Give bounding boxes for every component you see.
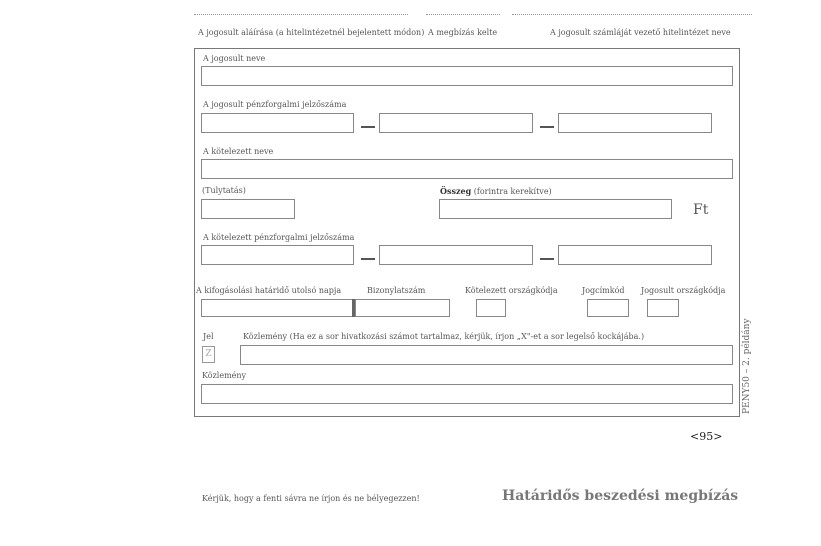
entitled-account-field-2[interactable]: [379, 113, 533, 133]
signature-line: [194, 14, 408, 15]
form-code: <95>: [690, 430, 723, 443]
entitled-signature-label: A jogosult aláírása (a hitelintézetnél bejelentett módon): [198, 28, 425, 37]
amount-field[interactable]: [439, 199, 672, 219]
currency-label: (Tulytatás): [202, 186, 246, 195]
form-title: Határidős beszedési megbízás: [502, 488, 739, 504]
amount-label-rest: (forintra kerekítve): [471, 187, 552, 196]
remark-label: Közlemény: [202, 371, 247, 380]
document-number-label: Bizonylatszám: [367, 286, 426, 295]
mark-field[interactable]: Z: [202, 346, 215, 363]
order-date-label: A megbízás kelte: [428, 28, 498, 37]
amount-label-bold: Összeg: [440, 186, 472, 196]
dash-separator: [361, 258, 375, 260]
obligor-account-label: A kötelezett pénzforgalmi jelzőszáma: [203, 233, 355, 242]
entitled-account-field-1[interactable]: [201, 113, 354, 133]
obligor-account-field-1[interactable]: [201, 245, 354, 265]
obligor-name-label: A kötelezett neve: [203, 147, 274, 156]
dash-separator: [540, 258, 554, 260]
entitled-name-label: A jogosult neve: [203, 54, 266, 63]
remark-reference-field[interactable]: [240, 345, 733, 365]
entitled-country-label: Jogosult országkódja: [641, 286, 726, 295]
remark-hint-label: Közlemény (Ha ez a sor hivatkozási számot tartalmaz, kérjük, írjon „X"-et a sor legelső kockájába.): [243, 332, 645, 341]
entitled-account-field-3[interactable]: [558, 113, 712, 133]
bank-name-label: A jogosult számláját vezető hitelintézet neve: [550, 28, 731, 37]
entitled-account-label: A jogosult pénzforgalmi jelzőszáma: [203, 100, 347, 109]
dash-separator: [540, 126, 554, 128]
obligor-country-label: Kötelezett országkódja: [465, 286, 558, 295]
dash-separator: [361, 126, 375, 128]
obligor-name-field[interactable]: [201, 159, 733, 179]
remark-field[interactable]: [201, 384, 733, 404]
do-not-write-notice: Kérjük, hogy a fenti sávra ne írjon és ne bélyegezzen!: [202, 494, 420, 503]
entitled-country-field[interactable]: [647, 299, 679, 317]
legal-code-label: Jogcímkód: [582, 286, 625, 295]
obligor-country-field[interactable]: [476, 299, 506, 317]
date-line: [426, 14, 500, 15]
amount-label: [440, 186, 552, 196]
deadline-label: A kifogásolási határidő utolsó napja: [196, 286, 342, 295]
bank-line: [512, 14, 752, 15]
deadline-field[interactable]: [201, 299, 353, 317]
obligor-account-field-2[interactable]: [379, 245, 533, 265]
legal-code-field[interactable]: [587, 299, 629, 317]
form-series-label: PENY50 – 2. példány: [742, 318, 752, 414]
document-number-field[interactable]: [355, 299, 450, 317]
currency-field[interactable]: [201, 199, 295, 219]
amount-unit: Ft: [693, 202, 709, 218]
obligor-account-field-3[interactable]: [558, 245, 712, 265]
entitled-name-field[interactable]: [201, 66, 733, 86]
mark-label: Jel: [203, 332, 214, 341]
